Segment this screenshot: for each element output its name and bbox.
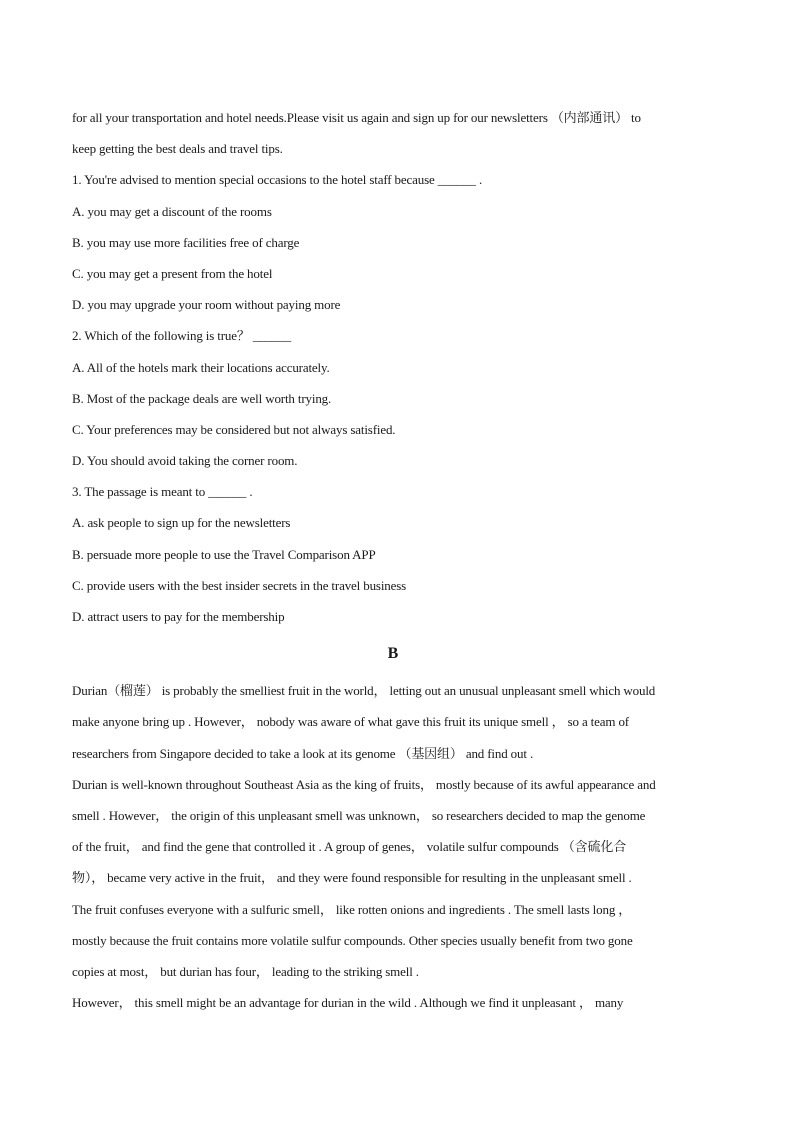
passage-line: of the fruit， and find the gene that controlled it . A group of genes， volatile sulfur compounds （含硫化合: [72, 839, 627, 855]
section-heading: B: [387, 645, 399, 663]
document-page: [72, 102, 722, 1018]
passage-line: mostly because the fruit contains more volatile sulfur compounds. Other species usually benefit from two gone: [72, 932, 633, 948]
question-2: [72, 320, 722, 476]
option-d: D. attract users to pay for the membership: [72, 609, 285, 624]
option-c: C. provide users with the best insider secrets in the travel business: [72, 577, 407, 593]
question-3: [72, 476, 722, 632]
option-a: A. ask people to sign up for the newsletters: [72, 515, 291, 531]
passage-line: make anyone bring up . However， nobody was aware of what gave this fruit its unique smell ， so a team of: [72, 714, 629, 730]
option-d: D. you may upgrade your room without paying more: [72, 297, 341, 313]
passage-line: researchers from Singapore decided to take a look at its genome （基因组） and find out .: [72, 745, 534, 761]
passage-b: [72, 675, 722, 1018]
option-b: B. Most of the package deals are well worth trying.: [72, 390, 332, 406]
passage-line: for all your transportation and hotel needs.Please visit us again and sign up for our newsletters （内部通讯） to: [72, 110, 641, 125]
question-1: [72, 164, 722, 320]
option-b: B. persuade more people to use the Travel Comparison APP: [72, 546, 376, 562]
passage-line: 物）， became very active in the fruit， and they were found responsible for resulting in the unpleasant smell .: [72, 870, 632, 886]
passage-line: Durian is well-known throughout Southeast Asia as the king of fruits， mostly because of its awful appearance and: [72, 776, 656, 792]
passage-line: smell . However， the origin of this unpleasant smell was unknown， so researchers decided to map the genome: [72, 807, 646, 823]
question-stem: 1. You're advised to mention special occasions to the hotel staff because ______ .: [72, 172, 483, 188]
passage-line: keep getting the best deals and travel tips.: [72, 141, 283, 157]
passage-line: Durian（榴莲） is probably the smelliest fruit in the world， letting out an unusual unpleasant smell which would: [72, 683, 656, 699]
option-c: C. Your preferences may be considered but not always satisfied.: [72, 421, 396, 437]
question-stem: 2. Which of the following is true？ ______: [72, 328, 291, 344]
question-stem: 3. The passage is meant to ______ .: [72, 484, 253, 500]
passage-a-tail: [72, 102, 722, 164]
option-b: B. you may use more facilities free of charge: [72, 234, 300, 250]
option-a: A. All of the hotels mark their locations accurately.: [72, 359, 330, 375]
option-a: A. you may get a discount of the rooms: [72, 203, 272, 219]
passage-line: However， this smell might be an advantage for durian in the wild . Although we find it unpleasant ， many: [72, 995, 624, 1011]
passage-line: copies at most， but durian has four， leading to the striking smell .: [72, 963, 419, 979]
option-d: D. You should avoid taking the corner room.: [72, 453, 298, 469]
passage-line: The fruit confuses everyone with a sulfuric smell， like rotten onions and ingredients . The smell lasts long ，: [72, 901, 632, 917]
option-c: C. you may get a present from the hotel: [72, 265, 273, 281]
